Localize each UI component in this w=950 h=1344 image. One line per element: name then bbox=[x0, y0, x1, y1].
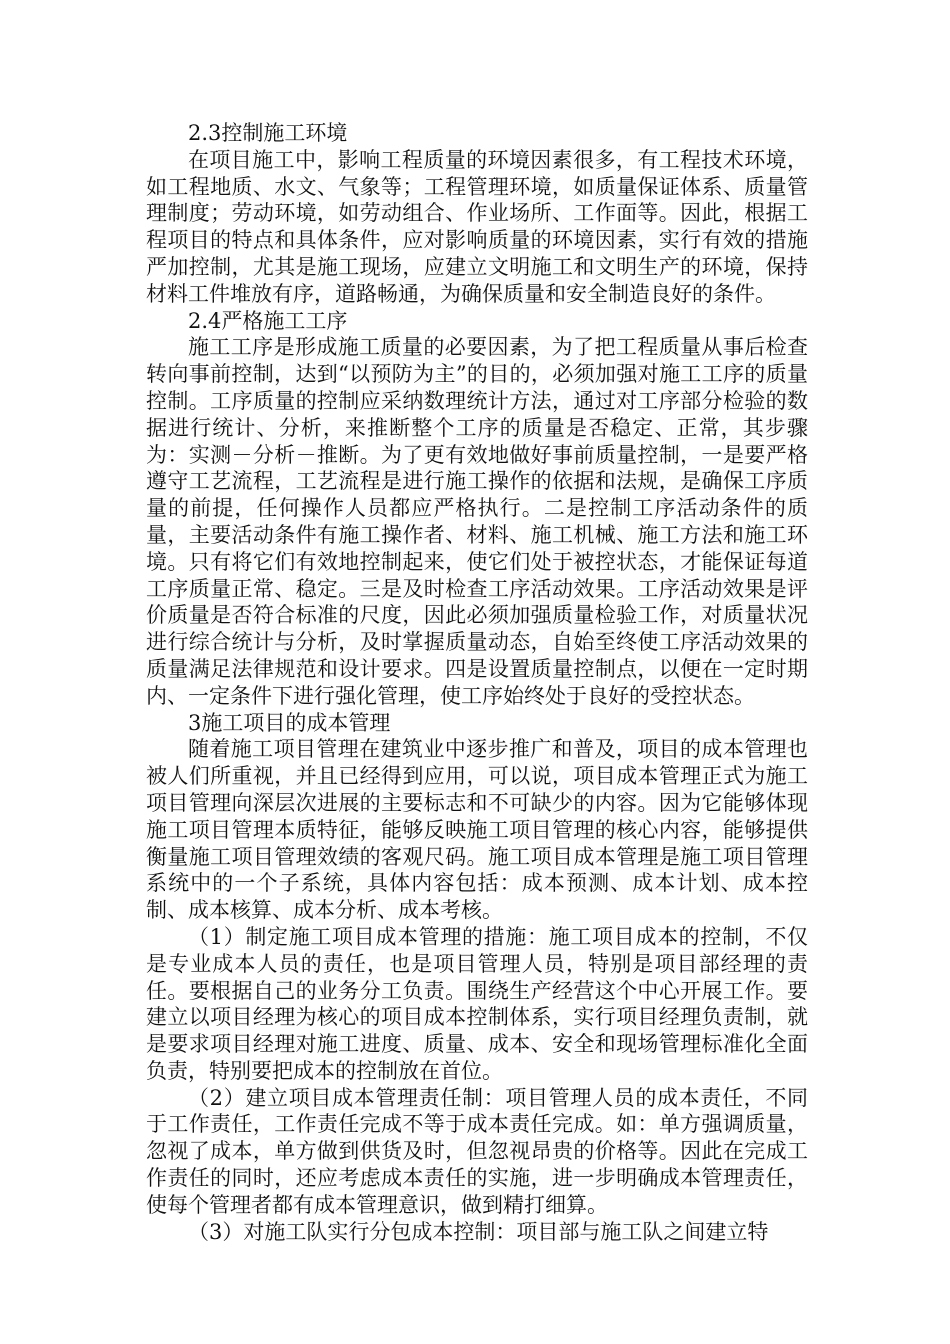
section-heading-2-3: 2.3控制施工环境 bbox=[188, 121, 348, 145]
paragraph-construction-environment: 在项目施工中，影响工程质量的环境因素很多，有工程技术环境，如工程地质、水文、气象等；工程管理环境，如质量保证体系、质量管理制度；劳动环境，如劳动组合、作业场所、工作面等。因此，根据工程项目的特点和具体条件，应对影响质量的环境因素，实行有效的措施严加控制，尤其是施工现场，应建立文明施工和文明生产的环境，保持材料工件堆放有序，道路畅通，为确保质量和安全制造良好的条件。 bbox=[146, 147, 808, 306]
list-item-2: （2）建立项目成本管理责任制：项目管理人员的成本责任，不同于工作责任，工作责任完成不等于成本责任完成。如：单方强调质量，忽视了成本，单方做到供货及时，但忽视昂贵的价格等。因此在完成工作责任的同时，还应考虑成本责任的实施，进一步明确成本管理责任，使每个管理者都有成本管理意识，做到精打细算。 bbox=[146, 1085, 808, 1217]
document-body bbox=[146, 120, 808, 1245]
section-heading-3: 3施工项目的成本管理 bbox=[188, 710, 391, 735]
section-heading-2-4: 2.4严格施工工序 bbox=[188, 308, 348, 333]
paragraph-construction-process: 施工工序是形成施工质量的必要因素，为了把工程质量从事后检查转向事前控制，达到“以预防为主”的目的，必须加强对施工工序的质量控制。工序质量的控制应采纳数理统计方法，通过对工序部分检验的数据进行统计、分析，来推断整个工序的质量是否稳定、正常，其步骤为：实测－分析－推断。为了更有效地做好事前质量控制，一是要严格遵守工艺流程，工艺流程是进行施工操作的依据和法规，是确保工序质量的前提，任何操作人员都应严格执行。二是控制工序活动条件的质量，主要活动条件有施工操作者、材料、施工机械、施工方法和施工环境。只有将它们有效地控制起来，使它们处于被控状态，才能保证每道工序质量正常、稳定。三是及时检查工序活动效果。工序活动效果是评价质量是否符合标准的尺度，因此必须加强质量检验工作，对质量状况进行综合统计与分析，及时掌握质量动态，自始至终使工序活动效果的质量满足法律规范和设计要求。四是设置质量控制点，以便在一定时期内、一定条件下进行强化管理，使工序始终处于良好的受控状态。 bbox=[146, 335, 808, 708]
list-item-1: （1）制定施工项目成本管理的措施：施工项目成本的控制，不仅是专业成本人员的责任，也是项目管理人员，特别是项目部经理的责任。要根据自己的业务分工负责。围绕生产经营这个中心开展工作。要建立以项目经理为核心的项目成本控制体系，实行项目经理负责制，就是要求项目经理对施工进度、质量、成本、安全和现场管理标准化全面负责，特别要把成本的控制放在首位。 bbox=[146, 924, 808, 1083]
paragraph-cost-management: 随着施工项目管理在建筑业中逐步推广和普及，项目的成本管理也被人们所重视，并且已经得到应用，可以说，项目成本管理正式为施工项目管理向深层次进展的主要标志和不可缺少的内容。因为它能够体现施工项目管理本质特征，能够反映施工项目管理的核心内容，能够提供衡量施工项目管理效绩的客观尺码。施工项目成本管理是施工项目管理系统中的一个子系统，具体内容包括：成本预测、成本计划、成本控制、成本核算、成本分析、成本考核。 bbox=[146, 737, 808, 923]
list-item-3: （3）对施工队实行分包成本控制：项目部与施工队之间建立特 bbox=[188, 1219, 769, 1244]
